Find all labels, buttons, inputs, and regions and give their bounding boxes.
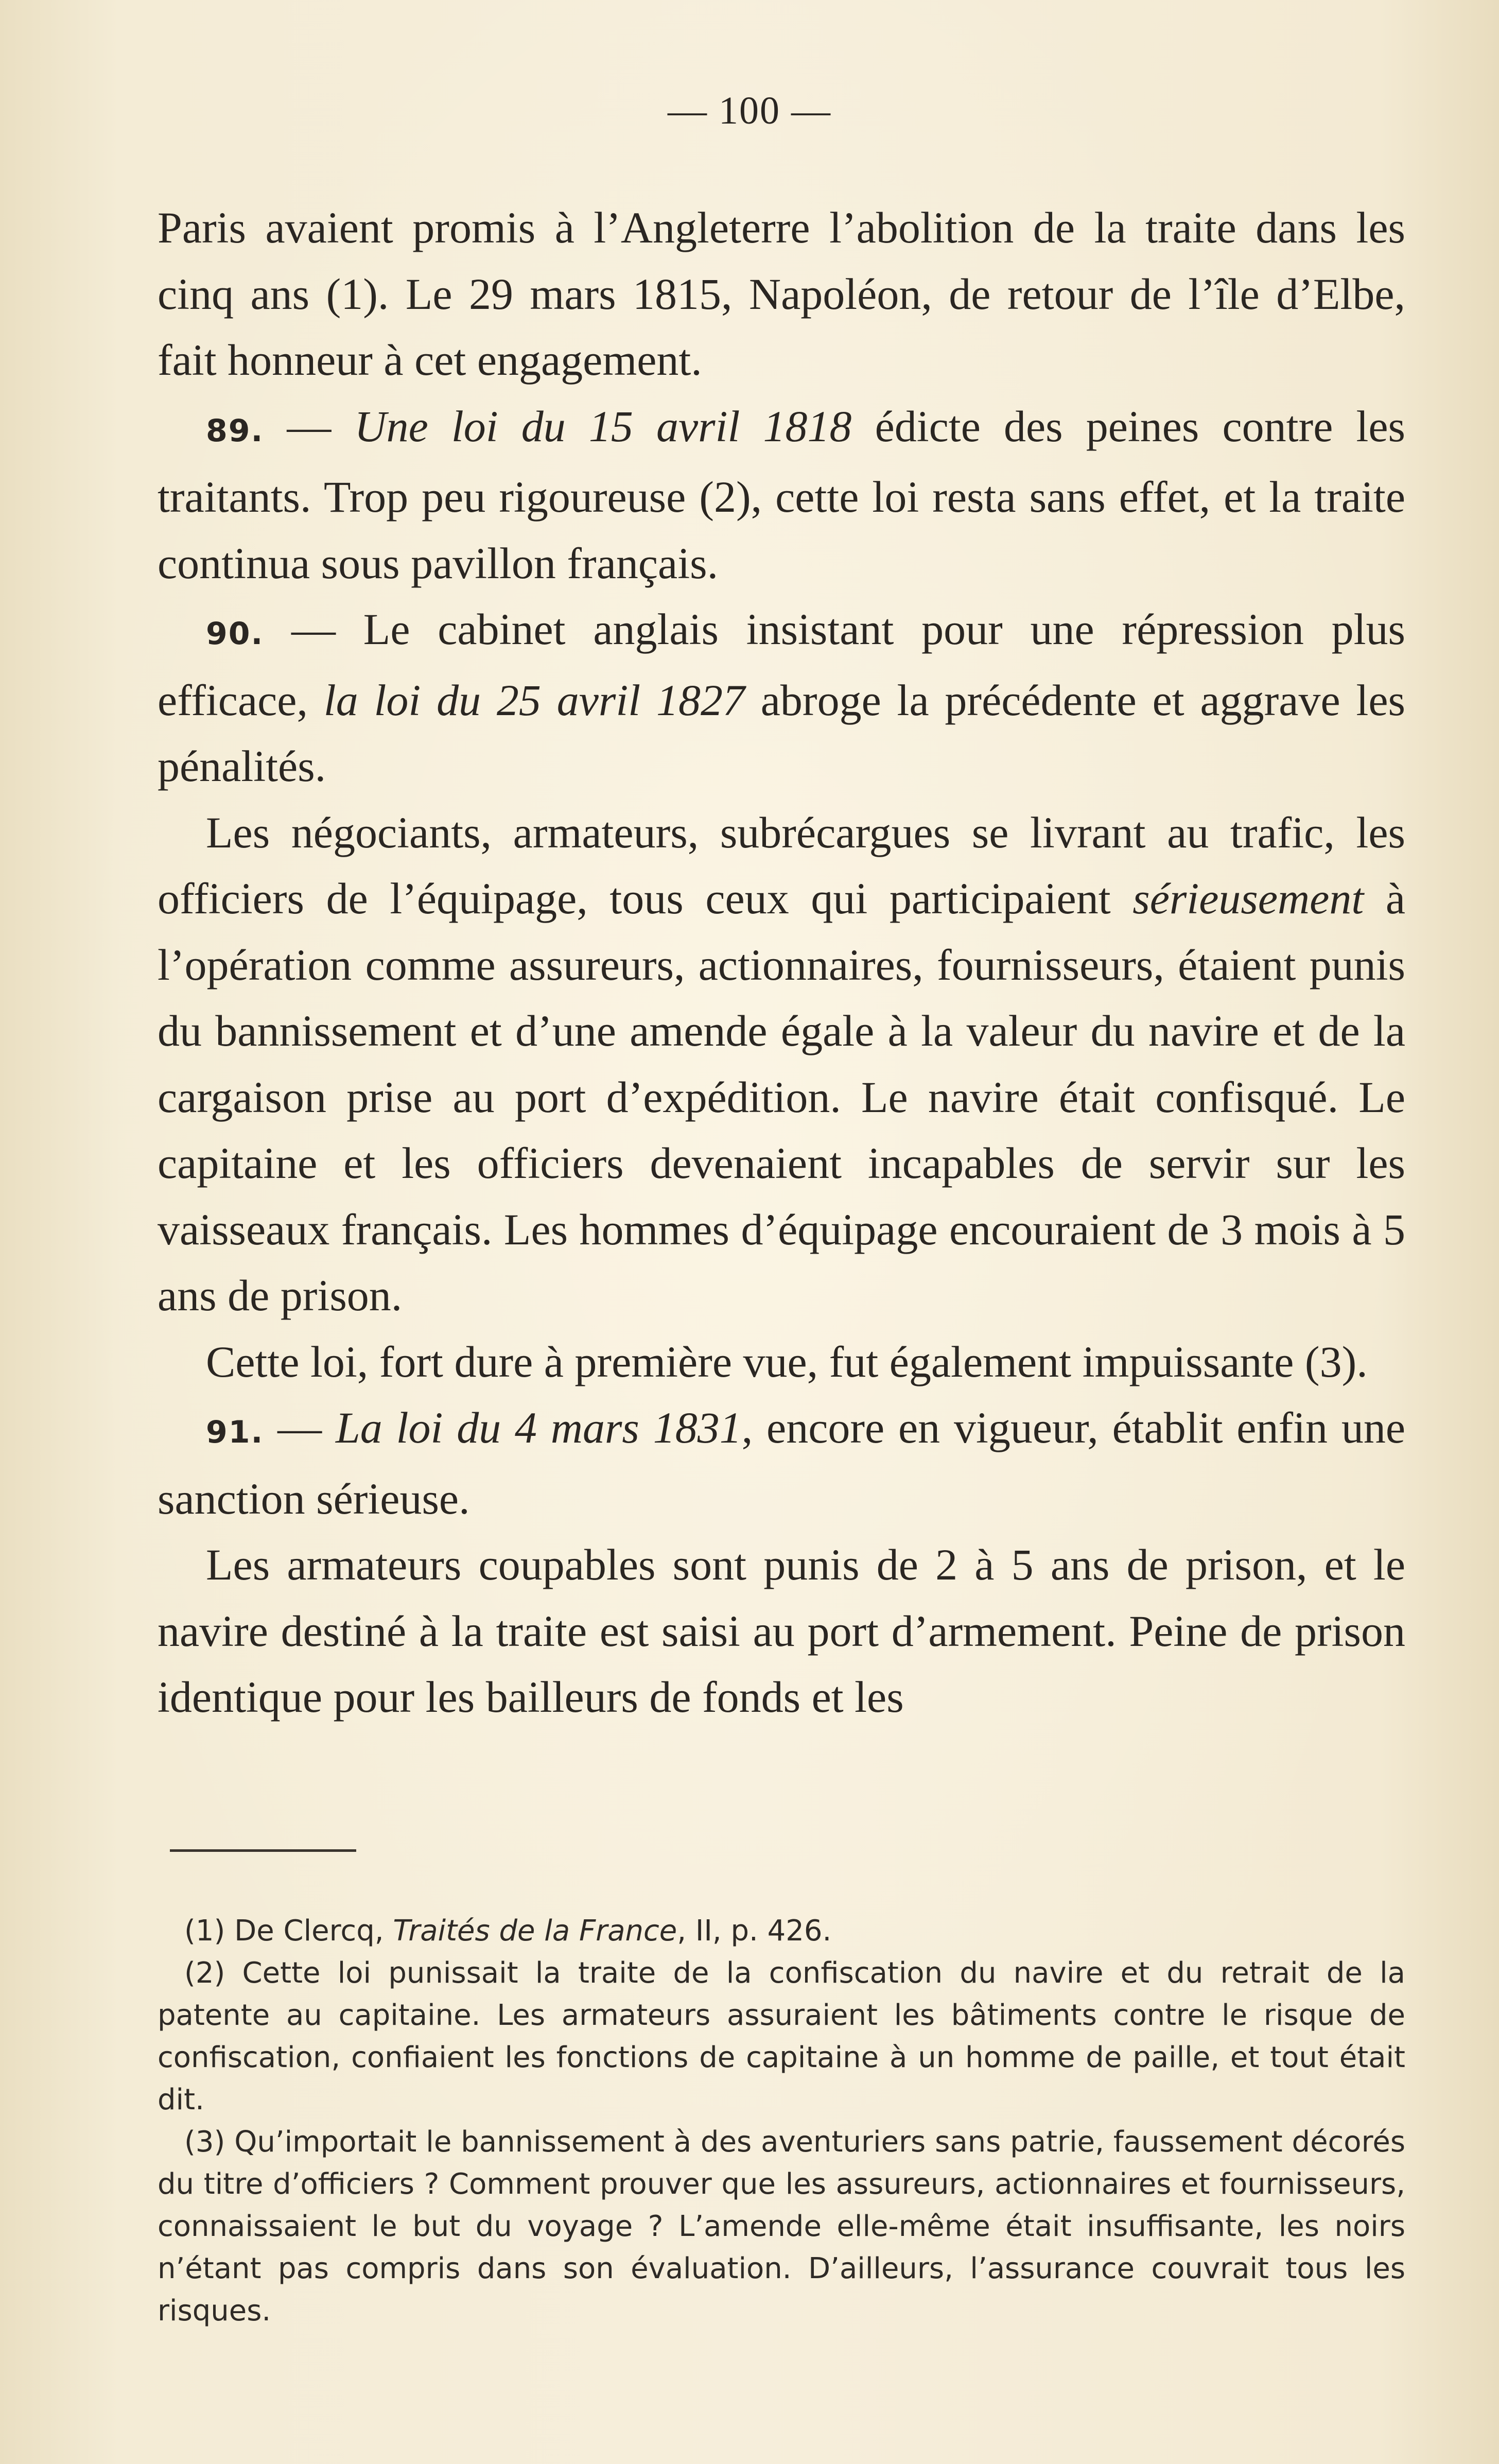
section-number-89: 89. xyxy=(206,412,264,449)
law-title-1831: La loi du 4 mars 1831 xyxy=(335,1403,742,1452)
paragraph-90 xyxy=(158,596,1405,800)
footnote-1-rest: , II, p. 426. xyxy=(677,1914,832,1948)
footnote-3: (3) Qu’importait le bannissement à des aventuriers sans patrie, faussement décorés du titre d’officiers ? Comment prouver que les assureurs, actionnaires et fournisseurs, connaissaient le but du voyage ? L’amende elle-même était insuffisante, les noirs n’étant pas compris dans son évaluation. D’ailleurs, l’assurance couvrait tous les risques. xyxy=(158,2125,1405,2328)
footnote-1 xyxy=(158,1910,1405,1952)
footnote-1-ref: (1) De Clercq, xyxy=(184,1914,393,1948)
paragraph-4 xyxy=(158,800,1405,1329)
page-number: — 100 — xyxy=(668,89,831,132)
paragraph-5: Cette loi, fort dure à première vue, fut également impuissante (3). xyxy=(206,1337,1368,1386)
paragraph-90-text: abroge la précédente et aggrave les pénalités. xyxy=(158,675,1405,791)
paragraph-7: Les armateurs coupables sont punis de 2 à 5 ans de prison, et le navire destiné à la traite est saisi au port d’armement. Peine de prison identique pour les bailleurs de fonds et les xyxy=(158,1540,1405,1722)
section-number-90: 90. xyxy=(206,616,264,652)
section-dash: — xyxy=(264,1403,336,1452)
law-title-1818: Une loi du 15 avril 1818 xyxy=(354,401,852,451)
law-title-1827: la loi du 25 avril 1827 xyxy=(323,675,745,725)
section-number-91: 91. xyxy=(206,1414,264,1450)
paragraph-4-intro: Les négociants, armateurs, subrécargues se livrant au trafic, les officiers de l’équipage, tous ceux qui participaient xyxy=(158,807,1405,923)
section-dash: — xyxy=(264,401,355,451)
paragraph-89 xyxy=(158,393,1405,597)
paragraph-90-intro: — Le cabinet anglais insistant pour une répression plus efficace, xyxy=(158,604,1405,725)
paragraph-89-text: édicte des peines contre les traitants. Trop peu rigoureuse (2), cette loi resta sans effet, et la traite continua sous pavillon français. xyxy=(158,401,1405,588)
footnote-separator xyxy=(170,1849,356,1852)
footnote-1-title: Traités de la France xyxy=(393,1914,677,1948)
paragraph-1: Paris avaient promis à l’Angleterre l’abolition de la traite dans les cinq ans (1). Le 29 mars 1815, Napoléon, de retour de l’île d’Elbe, fait honneur à cet engagement. xyxy=(158,203,1405,385)
footnotes xyxy=(158,1910,1405,2332)
footnote-2: (2) Cette loi punissait la traite de la confiscation du navire et du retrait de la patente au capitaine. Les armateurs assuraient les bâtiments contre le risque de confiscation, confiaient les fonctions de capitaine à un homme de paille, et tout était dit. xyxy=(158,1956,1405,2116)
paragraph-91-text: , encore en vigueur, établit enfin une sanction sérieuse. xyxy=(158,1403,1405,1523)
paragraph-91 xyxy=(158,1395,1405,1532)
paragraph-4-text: à l’opération comme assureurs, actionnaires, fournisseurs, étaient punis du bannissement et d’une amende égale à la valeur du navire et de la cargaison prise au port d’expédition. Le navire était confisqué. Le capitaine et les officiers devenaient incapables de servir sur les vaisseaux français. Les hommes d’équipage encouraient de 3 mois à 5 ans de prison. xyxy=(158,874,1405,1320)
main-text xyxy=(158,195,1405,1730)
emphasis-serieusement: sérieusement xyxy=(1132,874,1364,923)
